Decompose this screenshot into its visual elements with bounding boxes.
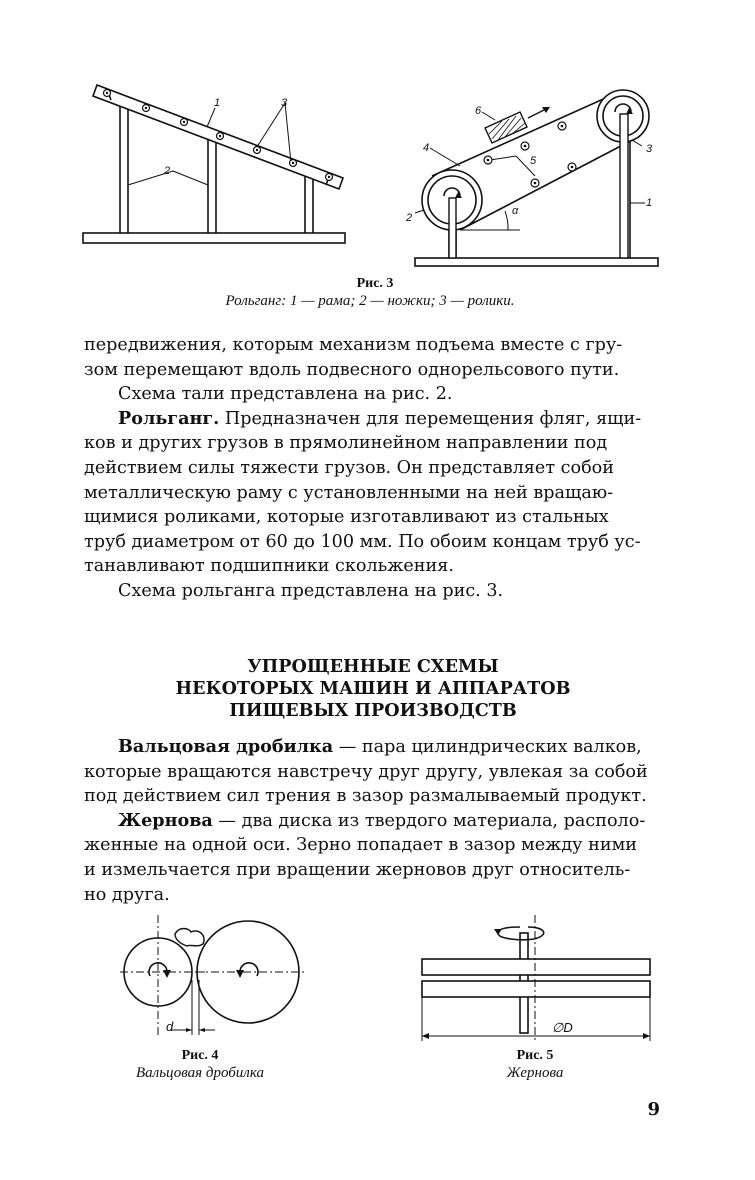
section-text xyxy=(84,735,662,907)
paragraph-line: под действием сил трения в зазор размалываемый продукт. xyxy=(84,786,647,807)
paragraph-rolgang-ref: Схема рольганга представлена на рис. 3. xyxy=(118,580,504,601)
figure-3-belt-conveyor-diagram xyxy=(400,88,670,273)
paragraph-hoist-ref: Схема тали представлена на рис. 2. xyxy=(118,384,453,405)
fig3-right-label-drum-bottom: 2 xyxy=(406,212,413,224)
page-number: 9 xyxy=(647,1099,660,1120)
figure-3-number: Рис. 3 xyxy=(356,276,394,291)
fig3-right-label-drum-top: 3 xyxy=(646,143,653,155)
paragraph-line: но друга. xyxy=(84,884,170,905)
figure-4-caption: Вальцовая дробилка xyxy=(136,1065,264,1081)
term-rolgang: Рольганг. xyxy=(118,407,220,429)
paragraph-line xyxy=(84,735,662,760)
paragraph-line: которые вращаются навстречу друг другу, увлекая за собой xyxy=(84,761,648,782)
paragraph-line: женные на одной оси. Зерно попадает в зазор между ними xyxy=(84,835,637,856)
paragraph-line: и измельчается при вращении жерновов друг относитель- xyxy=(84,859,631,880)
paragraph-line xyxy=(84,809,662,834)
paragraph-line xyxy=(84,407,662,432)
paragraph-line: труб диаметром от 60 до 100 мм. По обоим концам труб ус- xyxy=(84,531,641,552)
fig3-left-label-frame: 1 xyxy=(214,97,221,109)
fig5-diameter-label: ∅D xyxy=(552,1020,573,1035)
fig3-left-label-rollers: 3 xyxy=(281,97,288,109)
term-millstones: Жернова xyxy=(118,809,213,831)
figure-3-caption: Рольганг: 1 — рама; 2 — ножки; 3 — ролики. xyxy=(225,293,515,309)
fig3-right-label-belt: 4 xyxy=(423,142,430,154)
fig3-right-label-load: 6 xyxy=(475,105,482,117)
fig4-gap-label: d xyxy=(166,1019,174,1034)
paragraph-line: щимися роликами, которые изготавливают из стальных xyxy=(84,507,609,528)
paragraph-line-text: — пара цилиндрических валков, xyxy=(333,737,642,757)
heading-line: ПИЩЕВЫХ ПРОИЗВОДСТВ xyxy=(229,700,517,721)
paragraph-line: металлическую раму с установленными на ней вращаю- xyxy=(84,482,614,503)
paragraph-line-text: — два диска из твердого материала, располо- xyxy=(212,810,646,831)
paragraph-line: зом перемещают вдоль подвесного однорельсового пути. xyxy=(84,359,620,380)
paragraph-line: передвижения, которым механизм подъема вместе с гру- xyxy=(84,335,623,355)
figure-5-caption: Жернова xyxy=(506,1065,564,1081)
fig3-right-label-rollers: 5 xyxy=(530,155,537,167)
figure-4-roller-crusher-diagram xyxy=(115,910,310,1045)
figure-4-number: Рис. 4 xyxy=(181,1048,219,1063)
fig3-right-label-angle: α xyxy=(512,205,519,217)
heading-line: УПРОЩЕННЫЕ СХЕМЫ xyxy=(247,656,499,677)
body-text xyxy=(84,333,662,604)
section-heading xyxy=(84,656,662,722)
term-roller-crusher: Вальцовая дробилка xyxy=(118,736,334,757)
paragraph-line-text: Предназначен для перемещения фляг, ящи- xyxy=(219,408,642,429)
fig3-left-label-legs: 2 xyxy=(164,165,171,177)
paragraph-line: танавливают подшипники скольжения. xyxy=(84,556,454,577)
heading-line: НЕКОТОРЫХ МАШИН И АППАРАТОВ xyxy=(175,678,571,699)
paragraph-line: действием силы тяжести грузов. Он представляет собой xyxy=(84,457,615,478)
paragraph-line: ков и других грузов в прямолинейном направлении под xyxy=(84,433,608,454)
figure-5-number: Рис. 5 xyxy=(516,1048,554,1063)
fig3-right-label-post: 1 xyxy=(646,197,653,209)
figure-5-millstones-diagram xyxy=(410,915,660,1045)
